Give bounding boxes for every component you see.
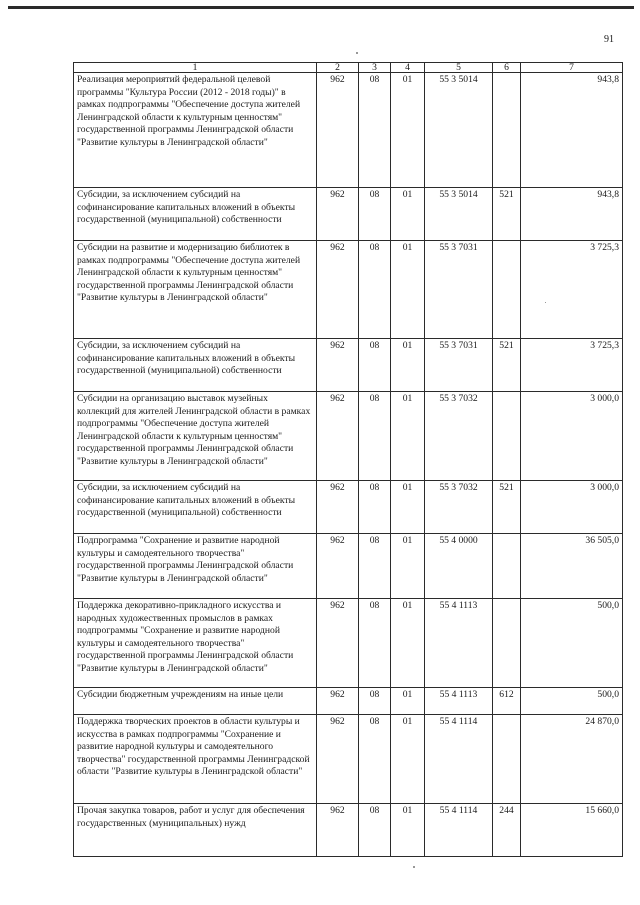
row-description: Субсидии, за исключением субсидий на софинансирование капитальных вложений в объекты государственной (муниципальной) собственности bbox=[74, 188, 317, 241]
section-code: 08 bbox=[359, 804, 391, 857]
subsection-code: 01 bbox=[391, 188, 425, 241]
section-code: 08 bbox=[359, 715, 391, 804]
subsection-code: 01 bbox=[391, 599, 425, 688]
section-code: 08 bbox=[359, 688, 391, 715]
expense-type-code: 521 bbox=[493, 188, 521, 241]
expense-type-code: 521 bbox=[493, 339, 521, 392]
section-code: 08 bbox=[359, 188, 391, 241]
table-row bbox=[74, 715, 623, 804]
ministry-code: 962 bbox=[317, 534, 359, 599]
target-article-code: 55 3 7032 bbox=[425, 392, 493, 481]
row-description: Подпрограмма "Сохранение и развитие народной культуры и самодеятельного творчества" государственной программы Ленинградской области "Развитие культуры в Ленинградской области" bbox=[74, 534, 317, 599]
table-row bbox=[74, 688, 623, 715]
section-code: 08 bbox=[359, 599, 391, 688]
amount: 15 660,0 bbox=[521, 804, 623, 857]
table-row bbox=[74, 804, 623, 857]
amount: 3 725,3 bbox=[521, 241, 623, 339]
header-cell-5: 5 bbox=[425, 63, 493, 73]
scan-speck bbox=[356, 52, 358, 54]
expense-type-code bbox=[493, 73, 521, 188]
ministry-code: 962 bbox=[317, 599, 359, 688]
target-article-code: 55 3 7032 bbox=[425, 481, 493, 534]
amount: 500,0 bbox=[521, 688, 623, 715]
header-cell-2: 2 bbox=[317, 63, 359, 73]
expense-type-code: 612 bbox=[493, 688, 521, 715]
row-description: Прочая закупка товаров, работ и услуг для обеспечения государственных (муниципальных) нужд bbox=[74, 804, 317, 857]
ministry-code: 962 bbox=[317, 241, 359, 339]
expense-type-code: 521 bbox=[493, 481, 521, 534]
subsection-code: 01 bbox=[391, 534, 425, 599]
amount: 943,8 bbox=[521, 188, 623, 241]
table-row bbox=[74, 534, 623, 599]
target-article-code: 55 3 5014 bbox=[425, 73, 493, 188]
ministry-code: 962 bbox=[317, 804, 359, 857]
row-description: Субсидии, за исключением субсидий на софинансирование капитальных вложений в объекты государственной (муниципальной) собственности bbox=[74, 339, 317, 392]
subsection-code: 01 bbox=[391, 481, 425, 534]
scan-speck bbox=[413, 866, 415, 868]
expense-type-code bbox=[493, 715, 521, 804]
row-description: Субсидии бюджетным учреждениям на иные цели bbox=[74, 688, 317, 715]
target-article-code: 55 3 7031 bbox=[425, 241, 493, 339]
row-description: Поддержка творческих проектов в области культуры и искусства в рамках подпрограммы "Сохранение и развитие народной культуры и самодеятельного творчества" государственной программы Ленинградской области "Развитие культуры в Ленинградской области" bbox=[74, 715, 317, 804]
ministry-code: 962 bbox=[317, 188, 359, 241]
section-code: 08 bbox=[359, 481, 391, 534]
page-number: 91 bbox=[604, 34, 614, 45]
subsection-code: 01 bbox=[391, 804, 425, 857]
table-row bbox=[74, 392, 623, 481]
table-row bbox=[74, 188, 623, 241]
section-code: 08 bbox=[359, 339, 391, 392]
subsection-code: 01 bbox=[391, 241, 425, 339]
section-code: 08 bbox=[359, 534, 391, 599]
table-row bbox=[74, 481, 623, 534]
table-row bbox=[74, 241, 623, 339]
ministry-code: 962 bbox=[317, 392, 359, 481]
header-cell-3: 3 bbox=[359, 63, 391, 73]
header-cell-1: 1 bbox=[74, 63, 317, 73]
subsection-code: 01 bbox=[391, 688, 425, 715]
section-code: 08 bbox=[359, 73, 391, 188]
subsection-code: 01 bbox=[391, 73, 425, 188]
row-description: Поддержка декоративно-прикладного искусства и народных художественных промыслов в рамках подпрограммы "Сохранение и развитие народной культуры и самодеятельного творчества" государственной программы Ленинградской области "Развитие культуры в Ленинградской области" bbox=[74, 599, 317, 688]
top-border-rule bbox=[8, 6, 634, 9]
amount: 3 000,0 bbox=[521, 392, 623, 481]
subsection-code: 01 bbox=[391, 339, 425, 392]
header-row bbox=[74, 63, 623, 73]
target-article-code: 55 4 1114 bbox=[425, 715, 493, 804]
amount: 36 505,0 bbox=[521, 534, 623, 599]
row-description: Субсидии на развитие и модернизацию библиотек в рамках подпрограммы "Обеспечение доступа жителей Ленинградской области к культурным ценностям" государственной программы Ленинградской области "Развитие культуры в Ленинградской области" bbox=[74, 241, 317, 339]
section-code: 08 bbox=[359, 241, 391, 339]
ministry-code: 962 bbox=[317, 73, 359, 188]
target-article-code: 55 4 1113 bbox=[425, 688, 493, 715]
expense-type-code bbox=[493, 392, 521, 481]
amount: 3 725,3 bbox=[521, 339, 623, 392]
ministry-code: 962 bbox=[317, 339, 359, 392]
amount: 500,0 bbox=[521, 599, 623, 688]
amount: 24 870,0 bbox=[521, 715, 623, 804]
row-description: Реализация мероприятий федеральной целевой программы "Культура России (2012 - 2018 годы)" в рамках подпрограммы "Обеспечение доступа жителей Ленинградской области к культурным ценностям" государственной программы Ленинградской области "Развитие культуры в Ленинградской области" bbox=[74, 73, 317, 188]
target-article-code: 55 4 0000 bbox=[425, 534, 493, 599]
expense-type-code bbox=[493, 534, 521, 599]
table-row bbox=[74, 599, 623, 688]
target-article-code: 55 3 7031 bbox=[425, 339, 493, 392]
section-code: 08 bbox=[359, 392, 391, 481]
header-cell-6: 6 bbox=[493, 63, 521, 73]
amount: 943,8 bbox=[521, 73, 623, 188]
budget-table bbox=[73, 62, 623, 857]
amount: 3 000,0 bbox=[521, 481, 623, 534]
header-cell-7: 7 bbox=[521, 63, 623, 73]
row-description: Субсидии на организацию выставок музейных коллекций для жителей Ленинградской области в рамках подпрограммы "Обеспечение доступа жителей Ленинградской области к культурным ценностям" государственной программы Ленинградской области "Развитие культуры в Ленинградской области" bbox=[74, 392, 317, 481]
table-row bbox=[74, 73, 623, 188]
scan-speck bbox=[545, 302, 546, 303]
target-article-code: 55 4 1113 bbox=[425, 599, 493, 688]
expense-type-code bbox=[493, 241, 521, 339]
header-cell-4: 4 bbox=[391, 63, 425, 73]
target-article-code: 55 4 1114 bbox=[425, 804, 493, 857]
subsection-code: 01 bbox=[391, 715, 425, 804]
table-row bbox=[74, 339, 623, 392]
row-description: Субсидии, за исключением субсидий на софинансирование капитальных вложений в объекты государственной (муниципальной) собственности bbox=[74, 481, 317, 534]
ministry-code: 962 bbox=[317, 715, 359, 804]
expense-type-code bbox=[493, 599, 521, 688]
subsection-code: 01 bbox=[391, 392, 425, 481]
expense-type-code: 244 bbox=[493, 804, 521, 857]
target-article-code: 55 3 5014 bbox=[425, 188, 493, 241]
ministry-code: 962 bbox=[317, 688, 359, 715]
ministry-code: 962 bbox=[317, 481, 359, 534]
